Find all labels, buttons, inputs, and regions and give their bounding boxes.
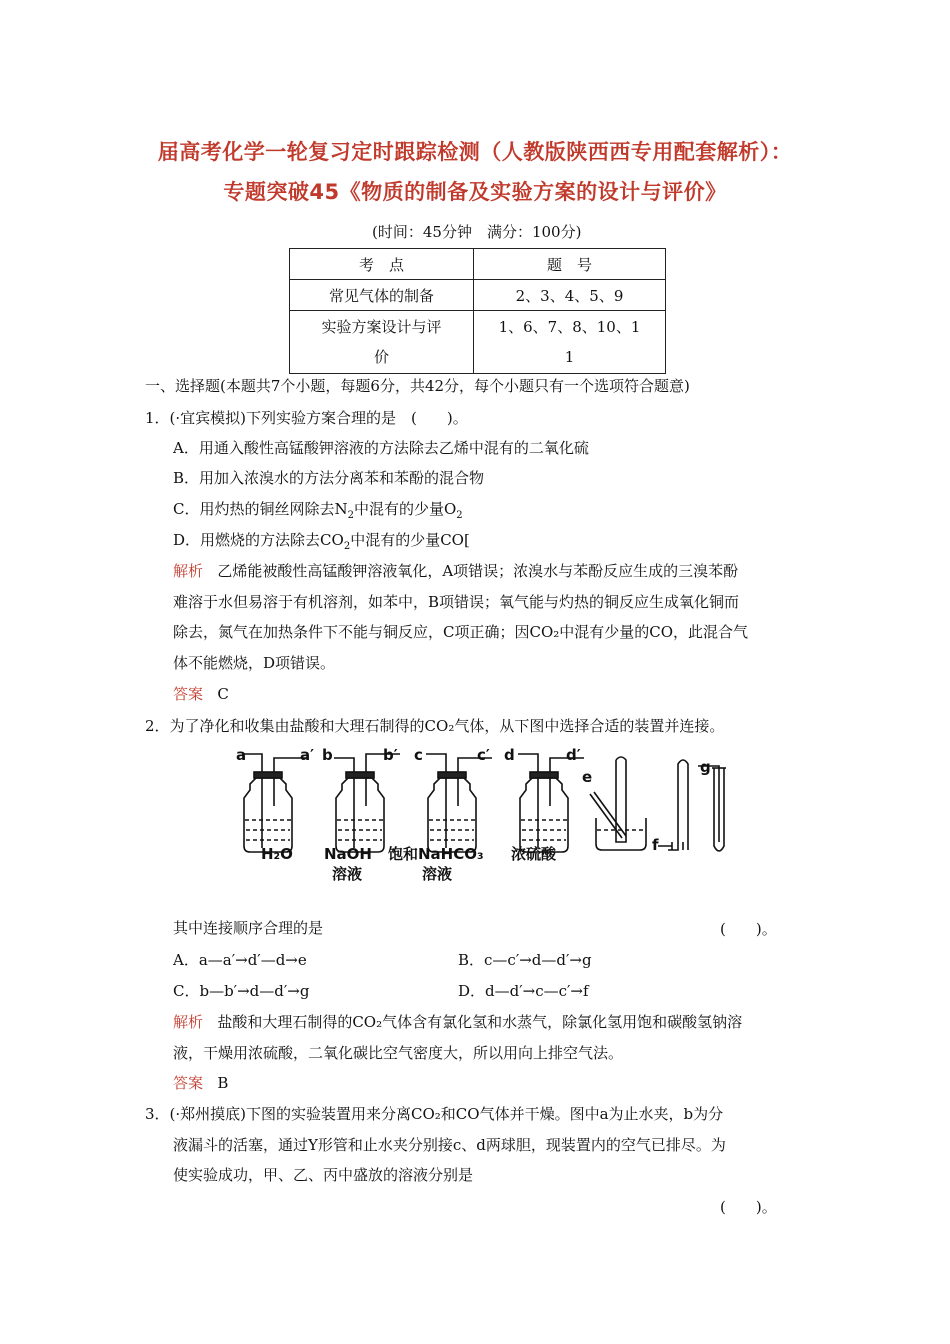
- label-b-prime: b′: [383, 746, 398, 764]
- table-cell-line: 实验方案设计与评: [321, 318, 442, 336]
- wash-bottle-3: [426, 754, 492, 852]
- q1-option-a: A．用通入酸性高锰酸钾溶液的方法除去乙烯中混有的二氧化硫: [173, 439, 589, 457]
- table-cell-line: 1、6、7、8、10、1: [498, 318, 641, 336]
- q2-option-a: A．a—a′→d′—d→e: [173, 951, 307, 969]
- q1-option-b: B．用加入浓溴水的方法分离苯和苯酚的混合物: [173, 469, 485, 487]
- table-cell: [474, 311, 666, 374]
- table-header-topic: 考 点: [290, 249, 474, 280]
- text-part: 乙烯能被酸性高锰酸钾溶液氧化，A项错误；浓溴水与苯酚反应生成的三溴苯酚: [217, 562, 739, 580]
- label-c: c: [414, 746, 423, 764]
- collection-tube: [698, 766, 726, 851]
- time-info: (时间：45分钟 满分：100分): [372, 223, 582, 241]
- answer-label: 答案: [173, 1074, 204, 1092]
- table-cell-line: 1: [564, 348, 575, 366]
- q1-option-c: C．用灼热的铜丝网除去$N_2$中混有的少量$O_2$: [173, 500, 463, 521]
- label-f: f: [652, 836, 659, 854]
- answer-value: C: [217, 685, 229, 703]
- label-b: b: [322, 746, 333, 764]
- label-e: e: [582, 768, 593, 786]
- q2-analysis-line2: 液，干燥用浓硫酸，二氧化碳比空气密度大，所以用向上排空气法。: [173, 1044, 624, 1062]
- q1-analysis-line2: 难溶于水但易溶于有机溶剂，如苯中，B项错误；氧气能与灼热的铜反应生成氧化铜而: [173, 593, 740, 611]
- text-part: 中混有的少量CO[: [350, 531, 470, 549]
- analysis-label: 解析: [173, 1013, 204, 1031]
- label-d-prime: d′: [566, 746, 581, 764]
- bottle1-label: H₂O: [261, 845, 293, 863]
- topic-table: [289, 248, 666, 374]
- text-part: C．用灼热的铜丝网除去N: [173, 500, 348, 518]
- u-tube: [658, 760, 688, 850]
- bottle4-label: 浓硫酸: [511, 845, 557, 863]
- q1-stem: 1．(·宜宾模拟)下列实验方案合理的是 ( )。: [145, 409, 468, 427]
- table-cell: 2、3、4、5、9: [474, 280, 666, 311]
- label-c-prime: c′: [477, 746, 490, 764]
- answer-value: B: [217, 1074, 229, 1092]
- q1-analysis-line1: [173, 561, 738, 581]
- water-trough: [590, 757, 646, 850]
- wash-bottle-2: [334, 754, 400, 852]
- bottle3-label: 溶液: [422, 865, 453, 883]
- wash-bottle-4: [518, 754, 584, 852]
- q2-answer: [173, 1073, 228, 1093]
- label-a: a: [236, 746, 247, 764]
- label-a-prime: a′: [300, 746, 315, 764]
- analysis-label: 解析: [173, 562, 204, 580]
- q2-analysis-line1: [173, 1012, 742, 1032]
- table-cell-line: 价: [373, 348, 389, 366]
- table-cell: 常见气体的制备: [290, 280, 474, 311]
- doc-title-line2: 专题突破45《物质的制备及实验方案的设计与评价》: [223, 180, 727, 204]
- q1-analysis-line4: 体不能燃烧，D项错误。: [173, 654, 336, 672]
- bottle2-label: NaOH: [324, 845, 372, 863]
- q2-ask: 其中连接顺序合理的是: [173, 919, 324, 937]
- q2-option-b: B．c—c′→d—d′→g: [458, 951, 592, 969]
- apparatus-figure: [228, 746, 758, 886]
- answer-label: 答案: [173, 685, 204, 703]
- q3-answer-blank: ( )。: [720, 1198, 777, 1216]
- text-part: 中混有的少量O: [353, 500, 457, 518]
- bottle2-label: 溶液: [332, 865, 363, 883]
- q3-stem-line2: 液漏斗的活塞，通过Y形管和止水夹分别接c、d两球胆，现装置内的空气已排尽。为: [173, 1136, 726, 1154]
- bottle3-label: 饱和NaHCO₃: [388, 845, 484, 863]
- q1-analysis-line3: 除去，氮气在加热条件下不能与铜反应，C项正确；因CO₂中混有少量的CO，此混合气: [173, 623, 749, 641]
- q3-stem-line3: 使实验成功，甲、乙、丙中盛放的溶液分别是: [173, 1166, 474, 1184]
- q1-option-d: D．用燃烧的方法除去$CO_2$中混有的少量CO[: [173, 531, 470, 552]
- text-part: 盐酸和大理石制得的CO₂气体含有氯化氢和水蒸气，除氯化氢用饱和碳酸氢钠溶: [217, 1013, 743, 1031]
- doc-title-line1: 届高考化学一轮复习定时跟踪检测（人教版陕西西专用配套解析）：: [157, 140, 793, 164]
- q2-stem: 2．为了净化和收集由盐酸和大理石制得的CO₂气体，从下图中选择合适的装置并连接。: [145, 717, 725, 735]
- table-cell: [290, 311, 474, 374]
- q2-option-c: C．b—b′→d—d′→g: [173, 982, 310, 1000]
- q2-option-d: D．d—d′→c—c′→f: [458, 982, 589, 1000]
- section-heading: 一、选择题(本题共7个小题，每题6分，共42分，每个小题只有一个选项符合题意): [145, 377, 690, 395]
- label-d: d: [504, 746, 515, 764]
- q1-answer: [173, 684, 229, 704]
- table-header-number: 题 号: [474, 249, 666, 280]
- wash-bottle-1: [242, 754, 308, 852]
- label-g: g: [700, 758, 711, 776]
- q3-stem-line1: 3．(·郑州摸底)下图的实验装置用来分离CO₂和CO气体并干燥。图中a为止水夹，b为分: [145, 1105, 724, 1123]
- q2-answer-blank: ( )。: [720, 920, 777, 938]
- text-part: D．用燃烧的方法除去CO: [173, 531, 344, 549]
